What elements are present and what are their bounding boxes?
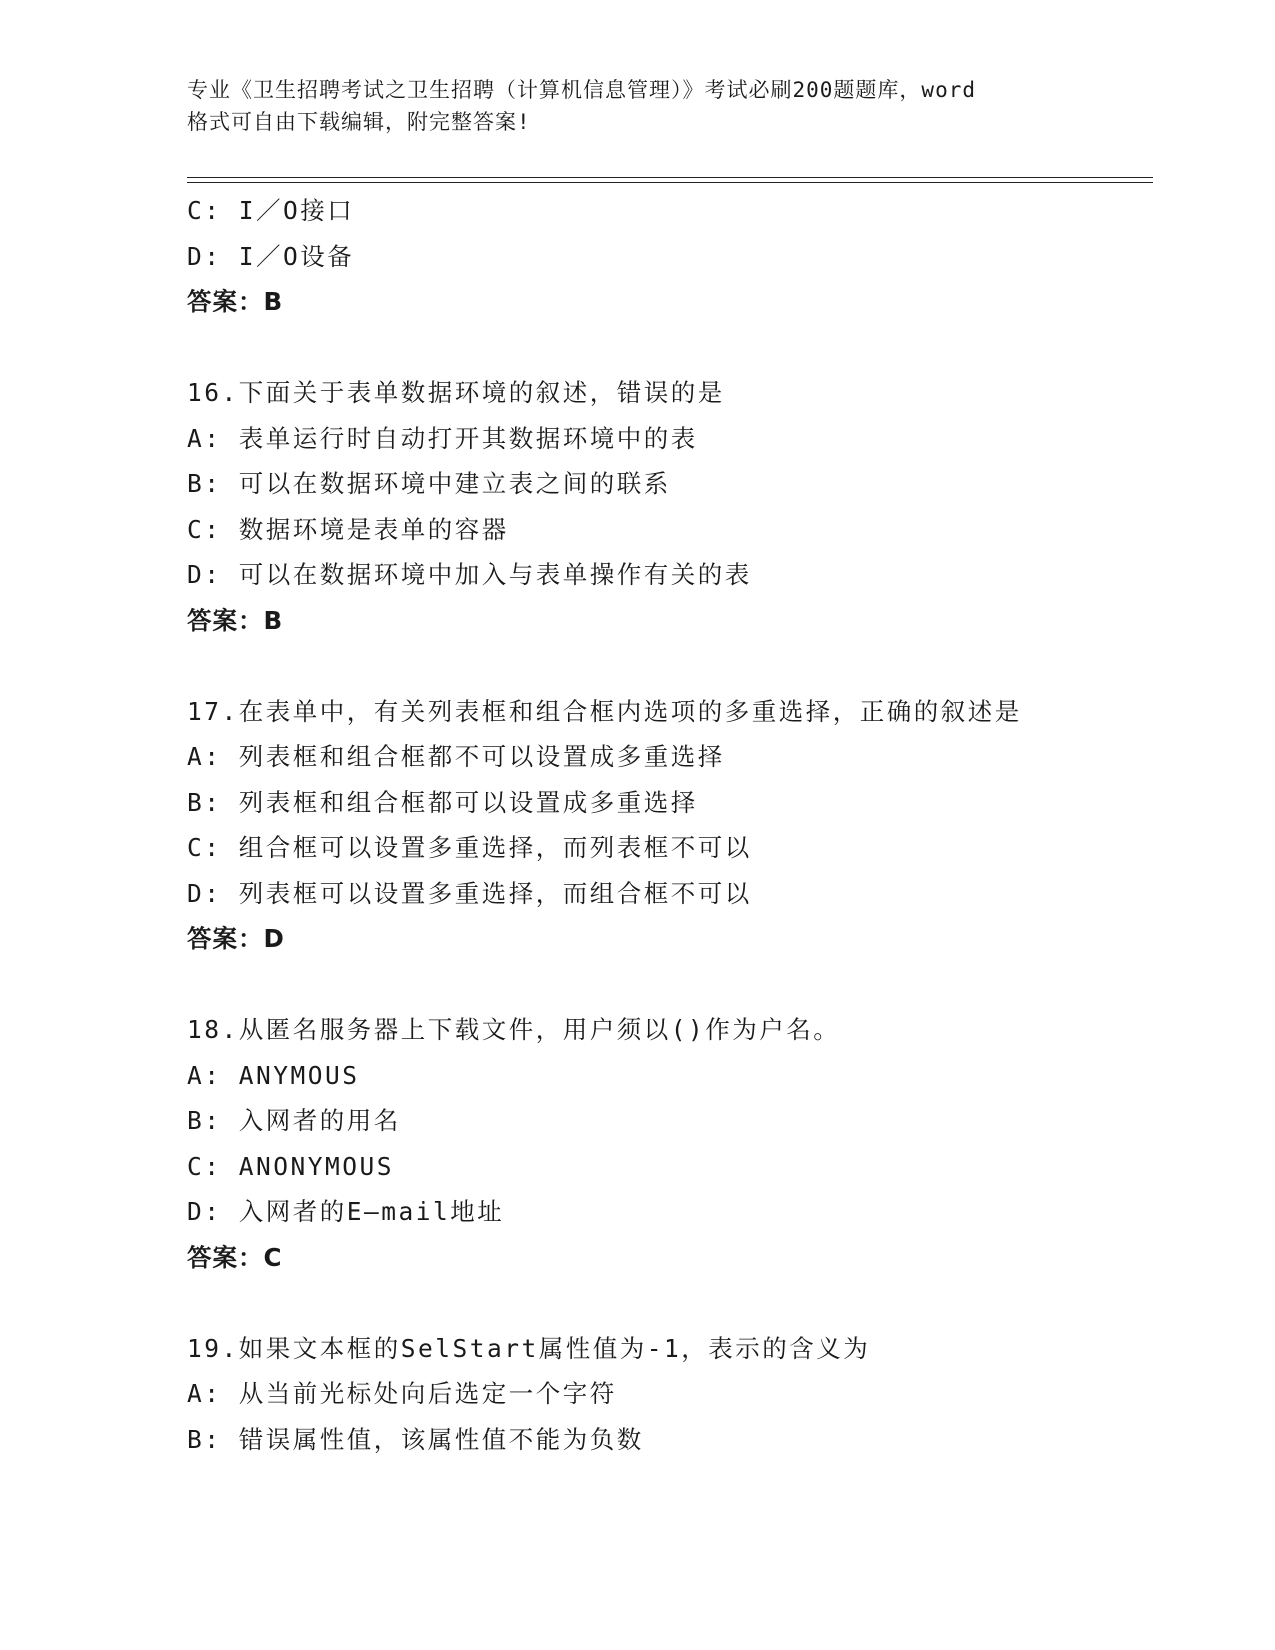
- option-a: A: 从当前光标处向后选定一个字符: [187, 1379, 617, 1408]
- option-b: B: 可以在数据环境中建立表之间的联系: [187, 469, 671, 498]
- question-stem: 18.从匿名服务器上下载文件，用户须以()作为户名。: [187, 1015, 841, 1044]
- option-c: C: 组合框可以设置多重选择，而列表框不可以: [187, 833, 752, 862]
- question-block-15: [187, 188, 1167, 325]
- spacer: [187, 1280, 1167, 1326]
- question-stem: 17.在表单中，有关列表框和组合框内选项的多重选择，正确的叙述是: [187, 696, 1022, 726]
- option-b: B: 错误属性值，该属性值不能为负数: [187, 1424, 644, 1454]
- document-header: [187, 74, 1087, 138]
- option-d: D: 入网者的E—mail地址: [187, 1197, 505, 1226]
- question-list: [187, 188, 1167, 1462]
- question-stem: 16.下面关于表单数据环境的叙述，错误的是: [187, 378, 725, 407]
- header-title-line-2: 格式可自由下载编辑，附完整答案!: [187, 110, 531, 134]
- question-block-19: [187, 1326, 1167, 1463]
- option-a: A: 表单运行时自动打开其数据环境中的表: [187, 423, 698, 453]
- option-c: C: I／O接口: [187, 196, 355, 225]
- option-b: B: 入网者的用名: [187, 1106, 401, 1135]
- option-a: A: 列表框和组合框都不可以设置成多重选择: [187, 742, 725, 771]
- option-c: C: ANONYMOUS: [187, 1151, 395, 1181]
- option-d: D: I／O设备: [187, 241, 355, 271]
- question-block-18: [187, 1007, 1167, 1280]
- option-d: D: 列表框可以设置多重选择，而组合框不可以: [187, 878, 752, 908]
- spacer: [187, 643, 1167, 689]
- option-c: C: 数据环境是表单的容器: [187, 514, 509, 544]
- question-block-17: [187, 689, 1167, 962]
- option-d: D: 可以在数据环境中加入与表单操作有关的表: [187, 560, 752, 589]
- question-block-16: [187, 370, 1167, 643]
- question-stem: 19.如果文本框的SelStart属性值为-1，表示的含义为: [187, 1333, 871, 1363]
- answer-line: 答案：B: [187, 605, 284, 635]
- spacer: [187, 962, 1167, 1008]
- header-divider-top: [187, 177, 1153, 178]
- answer-line: 答案：D: [187, 924, 285, 953]
- answer-line: 答案：B: [187, 287, 284, 316]
- header-divider-bottom: [187, 182, 1153, 183]
- spacer: [187, 325, 1167, 371]
- option-b: B: 列表框和组合框都可以设置成多重选择: [187, 787, 698, 817]
- header-title-line-1: 专业《卫生招聘考试之卫生招聘（计算机信息管理）》考试必刷200题题库，word: [187, 78, 976, 102]
- answer-line: 答案：C: [187, 1242, 283, 1272]
- option-a: A: ANYMOUS: [187, 1060, 360, 1090]
